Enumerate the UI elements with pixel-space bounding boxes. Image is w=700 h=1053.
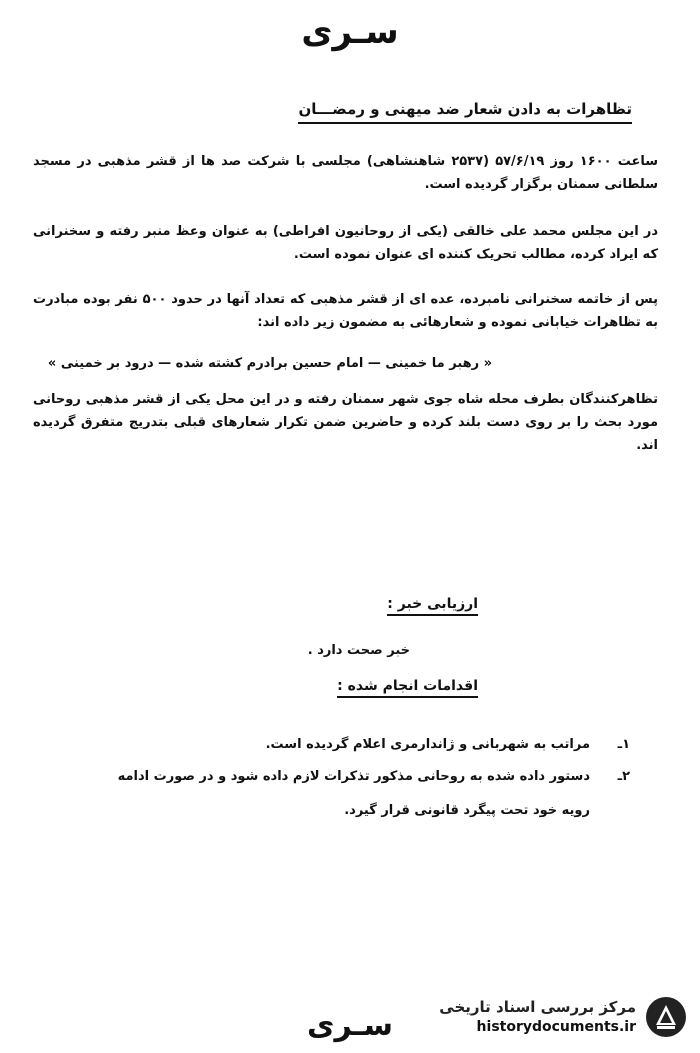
- action-number: ۲ـ: [617, 769, 630, 784]
- paragraph-4: تظاهرکنندگان بطرف محله شاه جوی شهر سمنان رفته و در این محل یکی از قشر مذهبی روحانی مورد بحث را بر روی دست بلند کرده و حاضرین ضمن تکرار شعارهای قبلی بتدریج متفرق گردیده اند.: [33, 392, 658, 453]
- classification-bottom: سـری: [307, 1008, 393, 1043]
- classification-top: سـری: [301, 12, 399, 52]
- archive-logo-icon: [644, 995, 688, 1039]
- paragraph-3: پس از خاتمه سخنرانی نامبرده، عده ای از قشر مذهبی که تعداد آنها در حدود ۵۰۰ نفر بوده مبادرت به تظاهرات خیابانی نموده و شعارهائی به مضمون زیر داده اند:: [33, 292, 658, 330]
- paragraph-2: در این مجلس محمد علی خالقی (یکی از روحانیون افراطی) به عنوان وعظ منبر رفته و سخنرانی که ایراد کرده، مطالب تحریک کننده ای عنوان نموده است.: [33, 224, 658, 262]
- watermark: [408, 992, 688, 1042]
- action-item-1: [110, 728, 630, 762]
- action-number: ۱ـ: [617, 737, 630, 752]
- actions-heading: اقدامات انجام شده :: [337, 678, 478, 698]
- action-text: مراتب به شهربانی و ژاندارمری اعلام گردیده است.: [265, 737, 590, 752]
- action-text: دستور داده شده به روحانی مذکور تذکرات لازم داده شود و در صورت ادامه رویه خود تحت پیگرد قانونی قرار گیرد.: [117, 769, 590, 818]
- slogans-quote: « رهبر ما خمینی — امام حسین برادرم کشته شده — درود بر خمینی »: [47, 356, 493, 371]
- document-subject: تظاهرات به دادن شعار ضد میهنی و رمضـــان: [298, 100, 632, 124]
- evaluation-heading: ارزیابی خبر :: [387, 596, 478, 616]
- paragraph-1: ساعت ۱۶۰۰ روز ۵۷/۶/۱۹ (۲۵۳۷ شاهنشاهی) مجلسی با شرکت صد ها از قشر مذهبی در مسجد سلطانی سمنان برگزار گردیده است.: [33, 154, 659, 192]
- watermark-org-name: مرکز بررسی اسناد تاریخی: [439, 998, 636, 1016]
- action-item-2: [110, 760, 630, 828]
- watermark-url: historydocuments.ir: [476, 1019, 636, 1035]
- watermark-text: [439, 997, 636, 1037]
- evaluation-text: خبر صحت دارد .: [307, 643, 410, 658]
